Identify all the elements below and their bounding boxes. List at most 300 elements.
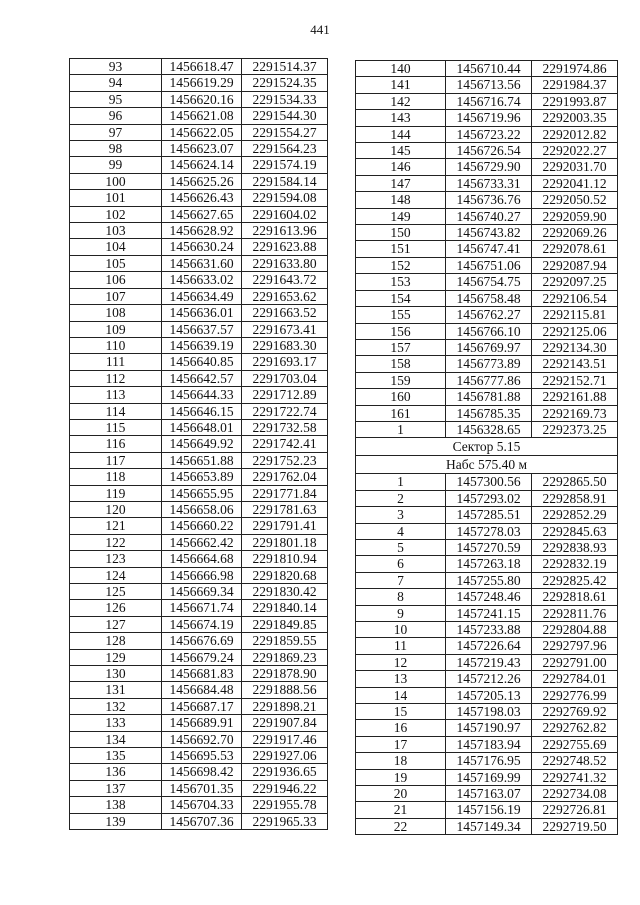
x-coordinate-cell: 1456695.53 (162, 748, 242, 764)
y-coordinate-cell: 2292069.26 (532, 225, 618, 241)
y-coordinate-cell: 2292838.93 (532, 539, 618, 555)
table-row (70, 616, 328, 632)
y-coordinate-cell: 2292811.76 (532, 605, 618, 621)
point-number-cell: 159 (356, 372, 446, 388)
point-number-cell: 3 (356, 507, 446, 523)
table-row (356, 507, 618, 523)
x-coordinate-cell: 1456781.88 (446, 389, 532, 405)
point-number-cell: 150 (356, 225, 446, 241)
point-number-cell: 113 (70, 387, 162, 403)
y-coordinate-cell: 2291544.30 (242, 108, 328, 124)
x-coordinate-cell: 1456676.69 (162, 633, 242, 649)
point-number-cell: 153 (356, 274, 446, 290)
table-row (70, 75, 328, 91)
table-row (70, 288, 328, 304)
y-coordinate-cell: 2292115.81 (532, 307, 618, 323)
x-coordinate-cell: 1456631.60 (162, 255, 242, 271)
table-row (70, 370, 328, 386)
table-row (70, 682, 328, 698)
y-coordinate-cell: 2291693.17 (242, 354, 328, 370)
table-row (70, 748, 328, 764)
y-coordinate-cell: 2292852.29 (532, 507, 618, 523)
table-row (356, 126, 618, 142)
y-coordinate-cell: 2291917.46 (242, 731, 328, 747)
y-coordinate-cell: 2291673.41 (242, 321, 328, 337)
y-coordinate-cell: 2291810.94 (242, 551, 328, 567)
point-number-cell: 115 (70, 419, 162, 435)
point-number-cell: 97 (70, 124, 162, 140)
table-row (70, 387, 328, 403)
x-coordinate-cell: 1457198.03 (446, 704, 532, 720)
y-coordinate-cell: 2291993.87 (532, 93, 618, 109)
point-number-cell: 13 (356, 671, 446, 687)
table-row (356, 175, 618, 191)
table-row (70, 534, 328, 550)
point-number-cell: 145 (356, 143, 446, 159)
point-number-cell: 103 (70, 223, 162, 239)
x-coordinate-cell: 1456740.27 (446, 208, 532, 224)
x-coordinate-cell: 1457149.34 (446, 818, 532, 834)
x-coordinate-cell: 1456743.82 (446, 225, 532, 241)
point-number-cell: 132 (70, 698, 162, 714)
y-coordinate-cell: 2292097.25 (532, 274, 618, 290)
table-row (70, 436, 328, 452)
point-number-cell: 140 (356, 61, 446, 77)
y-coordinate-cell: 2291781.63 (242, 501, 328, 517)
table-row (356, 143, 618, 159)
table-row (70, 337, 328, 353)
x-coordinate-cell: 1456630.24 (162, 239, 242, 255)
y-coordinate-cell: 2292050.52 (532, 192, 618, 208)
table-row (356, 474, 618, 490)
y-coordinate-cell: 2291613.96 (242, 223, 328, 239)
point-number-cell: 17 (356, 736, 446, 752)
sector-subheader-row (356, 456, 618, 474)
table-row (70, 354, 328, 370)
y-coordinate-cell: 2291524.35 (242, 75, 328, 91)
point-number-cell: 12 (356, 654, 446, 670)
x-coordinate-cell: 1456733.31 (446, 175, 532, 191)
y-coordinate-cell: 2292143.51 (532, 356, 618, 372)
point-number-cell: 1 (356, 421, 446, 437)
x-coordinate-cell: 1456736.76 (446, 192, 532, 208)
x-coordinate-cell: 1456636.01 (162, 305, 242, 321)
table-row (356, 110, 618, 126)
x-coordinate-cell: 1456751.06 (446, 257, 532, 273)
coordinates-table-right (355, 60, 618, 835)
x-coordinate-cell: 1456762.27 (446, 307, 532, 323)
y-coordinate-cell: 2292373.25 (532, 421, 618, 437)
table-row (356, 704, 618, 720)
x-coordinate-cell: 1457226.64 (446, 638, 532, 654)
point-number-cell: 22 (356, 818, 446, 834)
table-row (356, 490, 618, 506)
table-row (70, 173, 328, 189)
x-coordinate-cell: 1456687.17 (162, 698, 242, 714)
x-coordinate-cell: 1456684.48 (162, 682, 242, 698)
y-coordinate-cell: 2291742.41 (242, 436, 328, 452)
point-number-cell: 155 (356, 307, 446, 323)
point-number-cell: 93 (70, 59, 162, 75)
y-coordinate-cell: 2291712.89 (242, 387, 328, 403)
x-coordinate-cell: 1457190.97 (446, 720, 532, 736)
table-row (70, 419, 328, 435)
x-coordinate-cell: 1456328.65 (446, 421, 532, 437)
y-coordinate-cell: 2291663.52 (242, 305, 328, 321)
table-row (70, 551, 328, 567)
table-row (356, 307, 618, 323)
x-coordinate-cell: 1456785.35 (446, 405, 532, 421)
table-row (356, 687, 618, 703)
x-coordinate-cell: 1456640.85 (162, 354, 242, 370)
point-number-cell: 117 (70, 452, 162, 468)
table-row (70, 518, 328, 534)
point-number-cell: 156 (356, 323, 446, 339)
x-coordinate-cell: 1456651.88 (162, 452, 242, 468)
point-number-cell: 109 (70, 321, 162, 337)
y-coordinate-cell: 2291840.14 (242, 600, 328, 616)
table-row (70, 485, 328, 501)
point-number-cell: 7 (356, 572, 446, 588)
y-coordinate-cell: 2292152.71 (532, 372, 618, 388)
y-coordinate-cell: 2292022.27 (532, 143, 618, 159)
point-number-cell: 116 (70, 436, 162, 452)
y-coordinate-cell: 2291564.23 (242, 141, 328, 157)
y-coordinate-cell: 2291752.23 (242, 452, 328, 468)
point-number-cell: 6 (356, 556, 446, 572)
x-coordinate-cell: 1457300.56 (446, 474, 532, 490)
table-row (356, 159, 618, 175)
point-number-cell: 114 (70, 403, 162, 419)
y-coordinate-cell: 2291859.55 (242, 633, 328, 649)
point-number-cell: 161 (356, 405, 446, 421)
y-coordinate-cell: 2291820.68 (242, 567, 328, 583)
table-row (70, 780, 328, 796)
point-number-cell: 105 (70, 255, 162, 271)
table-row (356, 671, 618, 687)
table-row (356, 753, 618, 769)
table-row (356, 654, 618, 670)
table-row (70, 59, 328, 75)
table-row (70, 584, 328, 600)
point-number-cell: 148 (356, 192, 446, 208)
x-coordinate-cell: 1456766.10 (446, 323, 532, 339)
x-coordinate-cell: 1456692.70 (162, 731, 242, 747)
point-number-cell: 98 (70, 141, 162, 157)
table-row (70, 239, 328, 255)
table-row (356, 720, 618, 736)
x-coordinate-cell: 1456698.42 (162, 764, 242, 780)
x-coordinate-cell: 1456704.33 (162, 797, 242, 813)
x-coordinate-cell: 1457183.94 (446, 736, 532, 752)
table-row (70, 698, 328, 714)
y-coordinate-cell: 2292169.73 (532, 405, 618, 421)
y-coordinate-cell: 2292832.19 (532, 556, 618, 572)
y-coordinate-cell: 2291888.56 (242, 682, 328, 698)
x-coordinate-cell: 1456625.26 (162, 173, 242, 189)
point-number-cell: 130 (70, 666, 162, 682)
y-coordinate-cell: 2291643.72 (242, 272, 328, 288)
table-row (356, 257, 618, 273)
y-coordinate-cell: 2291955.78 (242, 797, 328, 813)
point-number-cell: 134 (70, 731, 162, 747)
x-coordinate-cell: 1457233.88 (446, 622, 532, 638)
point-number-cell: 16 (356, 720, 446, 736)
x-coordinate-cell: 1456622.05 (162, 124, 242, 140)
table-row (356, 605, 618, 621)
y-coordinate-cell: 2291898.21 (242, 698, 328, 714)
table-row (70, 190, 328, 206)
point-number-cell: 154 (356, 290, 446, 306)
x-coordinate-cell: 1456618.47 (162, 59, 242, 75)
table-row (70, 223, 328, 239)
x-coordinate-cell: 1456671.74 (162, 600, 242, 616)
table-row (70, 731, 328, 747)
table-row (356, 241, 618, 257)
y-coordinate-cell: 2291965.33 (242, 813, 328, 829)
table-row (356, 208, 618, 224)
y-coordinate-cell: 2292762.82 (532, 720, 618, 736)
x-coordinate-cell: 1456633.02 (162, 272, 242, 288)
y-coordinate-cell: 2292125.06 (532, 323, 618, 339)
x-coordinate-cell: 1456773.89 (446, 356, 532, 372)
table-row (356, 572, 618, 588)
table-row (70, 452, 328, 468)
table-row (356, 356, 618, 372)
y-coordinate-cell: 2292726.81 (532, 802, 618, 818)
table-row (356, 274, 618, 290)
y-coordinate-cell: 2291791.41 (242, 518, 328, 534)
x-coordinate-cell: 1456628.92 (162, 223, 242, 239)
table-row (356, 556, 618, 572)
x-coordinate-cell: 1456627.65 (162, 206, 242, 222)
x-coordinate-cell: 1457241.15 (446, 605, 532, 621)
x-coordinate-cell: 1456716.74 (446, 93, 532, 109)
point-number-cell: 147 (356, 175, 446, 191)
x-coordinate-cell: 1456649.92 (162, 436, 242, 452)
point-number-cell: 99 (70, 157, 162, 173)
y-coordinate-cell: 2291584.14 (242, 173, 328, 189)
y-coordinate-cell: 2292134.30 (532, 339, 618, 355)
x-coordinate-cell: 1457156.19 (446, 802, 532, 818)
point-number-cell: 102 (70, 206, 162, 222)
x-coordinate-cell: 1456679.24 (162, 649, 242, 665)
y-coordinate-cell: 2291554.27 (242, 124, 328, 140)
point-number-cell: 142 (356, 93, 446, 109)
point-number-cell: 111 (70, 354, 162, 370)
table-row (356, 323, 618, 339)
point-number-cell: 151 (356, 241, 446, 257)
y-coordinate-cell: 2291653.62 (242, 288, 328, 304)
sector-title: Сектор 5.15 (356, 438, 618, 456)
point-number-cell: 94 (70, 75, 162, 91)
y-coordinate-cell: 2291771.84 (242, 485, 328, 501)
x-coordinate-cell: 1456644.33 (162, 387, 242, 403)
table-row (70, 469, 328, 485)
point-number-cell: 110 (70, 337, 162, 353)
y-coordinate-cell: 2291574.19 (242, 157, 328, 173)
x-coordinate-cell: 1456769.97 (446, 339, 532, 355)
point-number-cell: 101 (70, 190, 162, 206)
point-number-cell: 15 (356, 704, 446, 720)
x-coordinate-cell: 1456660.22 (162, 518, 242, 534)
y-coordinate-cell: 2291623.88 (242, 239, 328, 255)
point-number-cell: 14 (356, 687, 446, 703)
point-number-cell: 4 (356, 523, 446, 539)
y-coordinate-cell: 2291514.37 (242, 59, 328, 75)
x-coordinate-cell: 1457169.99 (446, 769, 532, 785)
point-number-cell: 9 (356, 605, 446, 621)
x-coordinate-cell: 1456666.98 (162, 567, 242, 583)
x-coordinate-cell: 1457270.59 (446, 539, 532, 555)
x-coordinate-cell: 1456719.96 (446, 110, 532, 126)
x-coordinate-cell: 1456707.36 (162, 813, 242, 829)
point-number-cell: 119 (70, 485, 162, 501)
table-row (70, 91, 328, 107)
x-coordinate-cell: 1457219.43 (446, 654, 532, 670)
point-number-cell: 139 (70, 813, 162, 829)
point-number-cell: 96 (70, 108, 162, 124)
x-coordinate-cell: 1457163.07 (446, 786, 532, 802)
point-number-cell: 2 (356, 490, 446, 506)
x-coordinate-cell: 1456777.86 (446, 372, 532, 388)
y-coordinate-cell: 2292087.94 (532, 257, 618, 273)
point-number-cell: 118 (70, 469, 162, 485)
table-row (70, 403, 328, 419)
point-number-cell: 106 (70, 272, 162, 288)
x-coordinate-cell: 1456634.49 (162, 288, 242, 304)
x-coordinate-cell: 1456754.75 (446, 274, 532, 290)
point-number-cell: 152 (356, 257, 446, 273)
y-coordinate-cell: 2291849.85 (242, 616, 328, 632)
x-coordinate-cell: 1457278.03 (446, 523, 532, 539)
point-number-cell: 126 (70, 600, 162, 616)
point-number-cell: 8 (356, 589, 446, 605)
x-coordinate-cell: 1456648.01 (162, 419, 242, 435)
x-coordinate-cell: 1457205.13 (446, 687, 532, 703)
x-coordinate-cell: 1457248.46 (446, 589, 532, 605)
point-number-cell: 120 (70, 501, 162, 517)
x-coordinate-cell: 1456674.19 (162, 616, 242, 632)
x-coordinate-cell: 1456626.43 (162, 190, 242, 206)
y-coordinate-cell: 2292031.70 (532, 159, 618, 175)
table-row (356, 638, 618, 654)
point-number-cell: 123 (70, 551, 162, 567)
x-coordinate-cell: 1456723.22 (446, 126, 532, 142)
y-coordinate-cell: 2291762.04 (242, 469, 328, 485)
x-coordinate-cell: 1456653.89 (162, 469, 242, 485)
y-coordinate-cell: 2291732.58 (242, 419, 328, 435)
y-coordinate-cell: 2292041.12 (532, 175, 618, 191)
x-coordinate-cell: 1456637.57 (162, 321, 242, 337)
table-row (70, 567, 328, 583)
table-row (70, 206, 328, 222)
point-number-cell: 95 (70, 91, 162, 107)
point-number-cell: 122 (70, 534, 162, 550)
x-coordinate-cell: 1456664.68 (162, 551, 242, 567)
table-row (70, 715, 328, 731)
sector-header-row (356, 438, 618, 456)
point-number-cell: 144 (356, 126, 446, 142)
y-coordinate-cell: 2291907.84 (242, 715, 328, 731)
table-row (356, 389, 618, 405)
table-row (356, 786, 618, 802)
point-number-cell: 135 (70, 748, 162, 764)
point-number-cell: 112 (70, 370, 162, 386)
x-coordinate-cell: 1456701.35 (162, 780, 242, 796)
y-coordinate-cell: 2292161.88 (532, 389, 618, 405)
table-row (70, 633, 328, 649)
y-coordinate-cell: 2292818.61 (532, 589, 618, 605)
y-coordinate-cell: 2291830.42 (242, 584, 328, 600)
table-row (356, 736, 618, 752)
y-coordinate-cell: 2292784.01 (532, 671, 618, 687)
x-coordinate-cell: 1457285.51 (446, 507, 532, 523)
y-coordinate-cell: 2291633.80 (242, 255, 328, 271)
point-number-cell: 136 (70, 764, 162, 780)
y-coordinate-cell: 2292755.69 (532, 736, 618, 752)
table-row (356, 769, 618, 785)
table-row (70, 501, 328, 517)
point-number-cell: 128 (70, 633, 162, 649)
y-coordinate-cell: 2292059.90 (532, 208, 618, 224)
table-row (70, 600, 328, 616)
point-number-cell: 158 (356, 356, 446, 372)
point-number-cell: 157 (356, 339, 446, 355)
table-row (70, 305, 328, 321)
x-coordinate-cell: 1456729.90 (446, 159, 532, 175)
sector-subtitle: Набс 575.40 м (356, 456, 618, 474)
point-number-cell: 133 (70, 715, 162, 731)
x-coordinate-cell: 1456639.19 (162, 337, 242, 353)
y-coordinate-cell: 2292748.52 (532, 753, 618, 769)
table-row (356, 802, 618, 818)
x-coordinate-cell: 1456747.41 (446, 241, 532, 257)
x-coordinate-cell: 1456623.07 (162, 141, 242, 157)
x-coordinate-cell: 1456642.57 (162, 370, 242, 386)
point-number-cell: 108 (70, 305, 162, 321)
y-coordinate-cell: 2292791.00 (532, 654, 618, 670)
table-row (70, 108, 328, 124)
table-row (356, 539, 618, 555)
y-coordinate-cell: 2292769.92 (532, 704, 618, 720)
table-row (356, 523, 618, 539)
x-coordinate-cell: 1456658.06 (162, 501, 242, 517)
y-coordinate-cell: 2292776.99 (532, 687, 618, 703)
x-coordinate-cell: 1456713.56 (446, 77, 532, 93)
table-row (70, 797, 328, 813)
y-coordinate-cell: 2292825.42 (532, 572, 618, 588)
y-coordinate-cell: 2291984.37 (532, 77, 618, 93)
x-coordinate-cell: 1456620.16 (162, 91, 242, 107)
point-number-cell: 100 (70, 173, 162, 189)
table-row (356, 421, 618, 437)
table-row (356, 589, 618, 605)
table-row (356, 405, 618, 421)
point-number-cell: 18 (356, 753, 446, 769)
x-coordinate-cell: 1456669.34 (162, 584, 242, 600)
y-coordinate-cell: 2291683.30 (242, 337, 328, 353)
point-number-cell: 124 (70, 567, 162, 583)
x-coordinate-cell: 1456726.54 (446, 143, 532, 159)
x-coordinate-cell: 1457255.80 (446, 572, 532, 588)
y-coordinate-cell: 2291594.08 (242, 190, 328, 206)
point-number-cell: 19 (356, 769, 446, 785)
y-coordinate-cell: 2292741.32 (532, 769, 618, 785)
x-coordinate-cell: 1457263.18 (446, 556, 532, 572)
y-coordinate-cell: 2291878.90 (242, 666, 328, 682)
x-coordinate-cell: 1456758.48 (446, 290, 532, 306)
